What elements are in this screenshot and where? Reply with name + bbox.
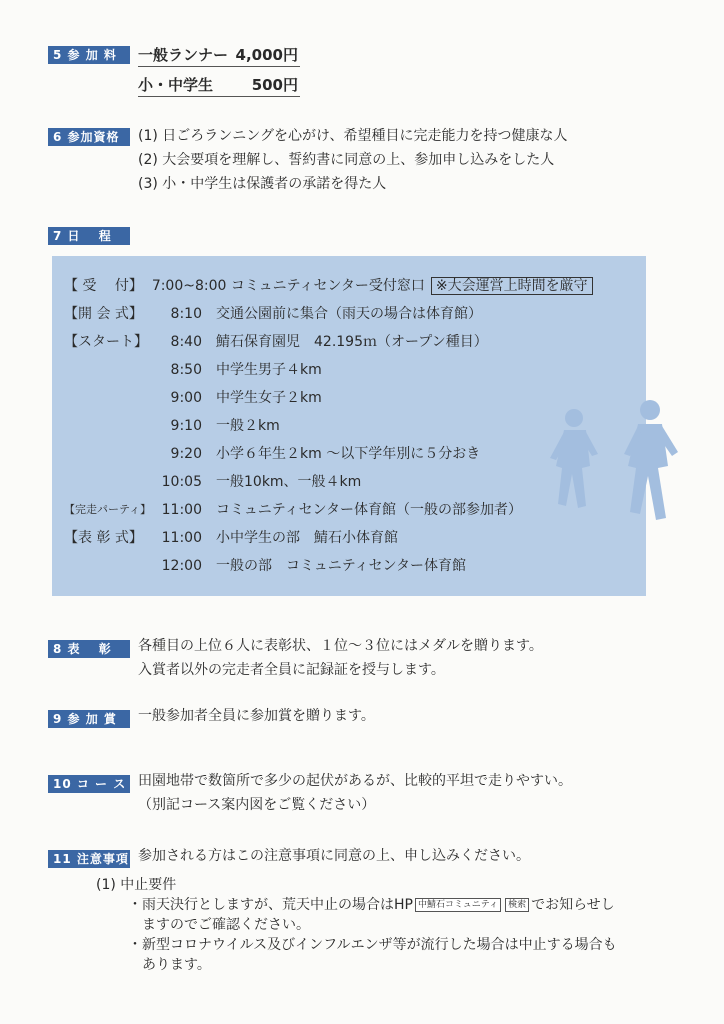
section-label-eligibility: 6 参加資格: [48, 128, 130, 146]
section-label-fee: 5 参 加 料: [48, 46, 130, 64]
schedule-event: 小学６年生２km ～以下学年別に５分おき: [216, 446, 481, 462]
schedule-category: 【完走パーティ】: [64, 503, 152, 516]
runners-silhouette-icon: [532, 396, 692, 526]
schedule-time: 9:00: [170, 390, 202, 406]
eligibility-line: (3) 小・中学生は保護者の承諾を得た人: [138, 176, 387, 192]
schedule-event: 交通公園前に集合（雨天の場合は体育館）: [216, 306, 482, 322]
schedule-event: 鯖石保育園児 42.195ｍ（オープン種目）: [216, 334, 488, 350]
section-label-awards: 8 表 彰: [48, 640, 130, 658]
notes-bullet-continued: あります。: [142, 957, 211, 973]
fee-name: 一般ランナー: [138, 46, 229, 64]
fee-row-general: [138, 44, 300, 67]
reception-row: [64, 276, 593, 296]
fee-amount: 4,000円: [235, 46, 298, 64]
reception-label: 【 受 付】: [64, 278, 143, 294]
schedule-event: 一般10km、一般４km: [216, 474, 362, 490]
schedule-category: 【開 会 式】: [64, 306, 143, 322]
schedule-time: 11:00: [161, 530, 202, 546]
eligibility-line: (1) 日ごろランニングを心がけ、希望種目に完走能力を持つ健康な人: [138, 128, 568, 144]
schedule-category: 【表 彰 式】: [64, 530, 143, 546]
time-strict-note: ※大会運営上時間を厳守: [431, 277, 593, 295]
notes-bullet-weather: [128, 895, 615, 915]
schedule-event: 中学生女子２km: [216, 390, 322, 406]
schedule-category: 【スタート】: [64, 334, 148, 350]
schedule-event: 中学生男子４km: [216, 362, 322, 378]
section-label-participation-prize: 9 参 加 賞: [48, 710, 130, 728]
schedule-time: 8:40: [170, 334, 202, 350]
notes-subheading: (1) 中止要件: [96, 877, 177, 893]
schedule-event: 一般の部 コミュニティセンター体育館: [216, 558, 467, 574]
schedule-box: [52, 256, 646, 596]
course-line: （別記コース案内図をご覧ください）: [138, 797, 376, 813]
awards-line: 各種目の上位６人に表彰状、１位～３位にはメダルを贈ります。: [138, 638, 543, 654]
notes-bullet-text: ・雨天決行としますが、荒天中止の場合はHP: [128, 897, 413, 913]
schedule-time: 9:20: [170, 446, 202, 462]
fee-row-student: [138, 74, 300, 97]
section-label-notes: 11 注意事項: [48, 850, 130, 868]
notes-bullet-covid: ・新型コロナウイルス及びインフルエンザ等が流行した場合は中止する場合も: [128, 937, 617, 953]
section-label-schedule: 7 日 程: [48, 227, 130, 245]
notes-bullet-text: でお知らせし: [531, 897, 615, 913]
fee-name: 小・中学生: [138, 76, 214, 94]
fee-amount: 500円: [251, 76, 298, 94]
schedule-event: コミュニティセンター体育館（一般の部参加者）: [216, 502, 523, 518]
reception-text: 7:00~8:00 コミュニティセンター受付窓口: [151, 278, 425, 294]
schedule-time: 8:10: [170, 306, 202, 322]
participation-prize-text: 一般参加者全員に参加賞を贈ります。: [138, 708, 375, 724]
schedule-time: 10:05: [161, 474, 202, 490]
schedule-event: 小中学生の部 鯖石小体育館: [216, 530, 398, 546]
course-line: 田園地帯で数箇所で多少の起伏があるが、比較的平坦で走りやすい。: [138, 773, 572, 789]
notes-bullet-continued: ますのでご確認ください。: [142, 917, 310, 933]
schedule-time: 11:00: [161, 502, 202, 518]
hp-name-tag: 中鯖石コミュニティ: [415, 898, 501, 912]
schedule-event: 一般２km: [216, 418, 280, 434]
awards-line: 入賞者以外の完走者全員に記録証を授与します。: [138, 662, 445, 678]
eligibility-line: (2) 大会要項を理解し、誓約書に同意の上、参加申し込みをした人: [138, 152, 555, 168]
schedule-time: 8:50: [170, 362, 202, 378]
schedule-time: 9:10: [170, 418, 202, 434]
notes-intro: 参加される方はこの注意事項に同意の上、申し込みください。: [138, 848, 530, 864]
schedule-time: 12:00: [161, 558, 202, 574]
section-label-course: 10 コ ー ス: [48, 775, 130, 793]
search-tag: 検索: [505, 898, 529, 912]
